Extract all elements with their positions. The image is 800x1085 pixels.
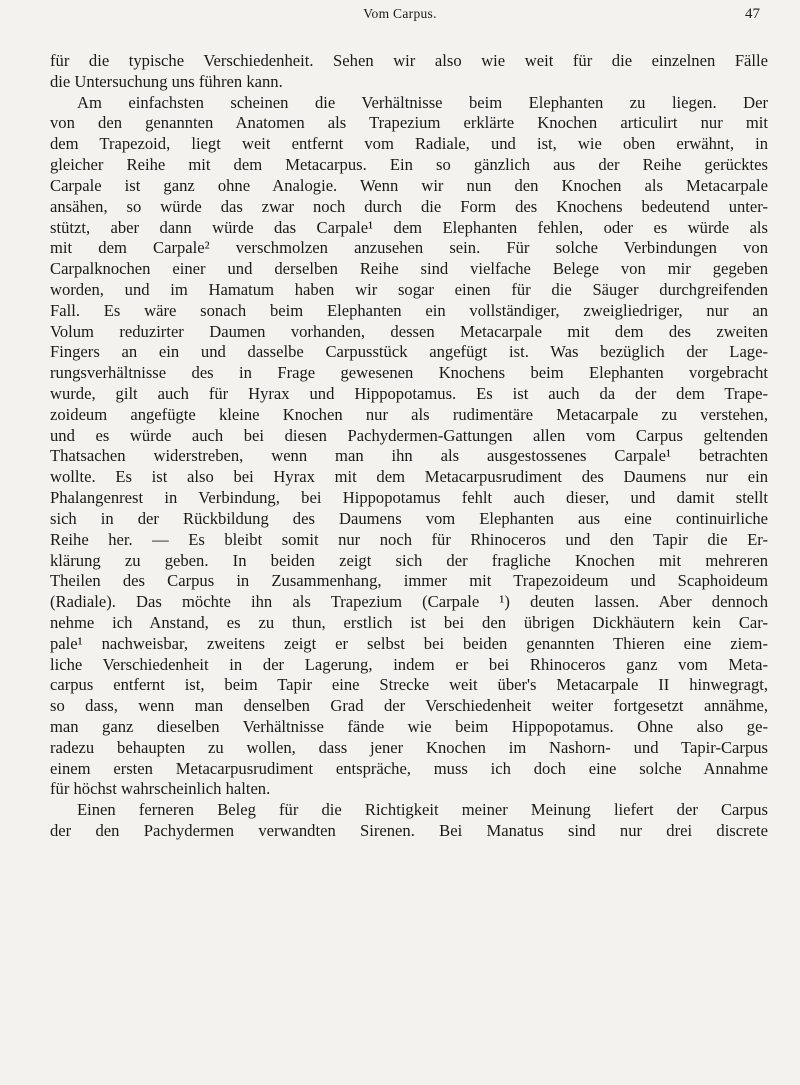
text-line: der den Pachydermen verwandten Sirenen. Bei Manatus sind nur drei discrete	[50, 821, 768, 841]
running-title: Vom Carpus.	[363, 6, 437, 21]
text-line: liche Verschiedenheit in der Lagerung, indem er bei Rhinoceros ganz vom Meta-	[50, 654, 768, 674]
text-line: für die typische Verschiedenheit. Sehen wir also wie weit für die einzelnen Fälle	[50, 51, 768, 70]
text-line: Reihe her. — Es bleibt somit nur noch für Rhinoceros und den Tapir die Er-	[50, 529, 768, 549]
text-line: worden, und im Hamatum haben wir sogar einen für die Säuger durchgreifenden	[50, 279, 768, 299]
text-line: (Radiale). Das möchte ihn als Trapezium (Carpale ¹) deuten lassen. Aber dennoch	[50, 592, 768, 612]
text-line: Theilen des Carpus in Zusammenhang, immer mit Trapezoideum und Scaphoideum	[50, 571, 768, 591]
text-line: Am einfachsten scheinen die Verhältnisse beim Elephanten zu liegen. Der	[77, 92, 768, 112]
text-line: Carpale ist ganz ohne Analogie. Wenn wir nun den Knochen als Metacarpale	[50, 175, 768, 195]
text-line: wurde, gilt auch für Hyrax und Hippopotamus. Es ist auch da der dem Trape-	[50, 384, 768, 403]
text-line: dem Trapezoid, liegt weit entfernt vom Radiale, und ist, wie oben erwähnt, in	[50, 134, 768, 154]
text-line: klärung zu geben. In beiden zeigt sich der fragliche Knochen mit mehreren	[50, 550, 768, 570]
running-head	[40, 6, 760, 30]
text-line: radezu behaupten zu wollen, dass jener Knochen im Nashorn- und Tapir-Carpus	[50, 737, 768, 757]
text-line: zoideum angefügte kleine Knochen nur als rudimentäre Metacarpale zu verstehen,	[50, 404, 768, 424]
text-line: nehme ich Anstand, es zu thun, erstlich ist bei den übrigen Dickhäutern kein Car-	[50, 612, 768, 632]
text-line: rungsverhältnisse des in Frage gewesenen Knochens beim Elephanten vorgebracht	[50, 363, 768, 383]
body-text	[50, 51, 768, 842]
page-number: 47	[745, 6, 760, 22]
text-line: für höchst wahrscheinlich halten.	[50, 779, 271, 799]
text-line: Carpalknochen einer und derselben Reihe sind vielfache Belege von mir gegeben	[50, 259, 768, 279]
text-line: Volum reduzirter Daumen vorhanden, dessen Metacarpale mit dem des zweiten	[50, 321, 768, 341]
text-line: Phalangenrest in Verbindung, bei Hippopotamus fehlt auch dieser, und damit stellt	[50, 488, 768, 508]
text-line: einem ersten Metacarpusrudiment entspräche, muss ich doch eine solche Annahme	[50, 758, 768, 778]
text-line: stützt, aber dann würde das Carpale¹ dem Elephanten fehlen, oder es würde als	[50, 217, 768, 237]
text-line: so dass, wenn man denselben Grad der Verschiedenheit weiter fortgesetzt annähme,	[50, 696, 768, 716]
text-line: die Untersuchung uns führen kann.	[50, 71, 283, 91]
text-line: pale¹ nachweisbar, zweitens zeigt er selbst bei beiden genannten Thieren eine ziem-	[50, 633, 768, 653]
text-line: carpus entfernt ist, beim Tapir eine Strecke weit über's Metacarpale II hinwegragt,	[50, 675, 768, 695]
text-line: Fingers an ein und dasselbe Carpusstück angefügt ist. Was bezüglich der Lage-	[50, 342, 768, 362]
text-line: gleicher Reihe mit dem Metacarpus. Ein so gänzlich aus der Reihe gerücktes	[50, 155, 768, 175]
text-line: ansähen, so würde das zwar noch durch die Form des Knochens bedeutend unter-	[50, 196, 768, 216]
text-line: mit dem Carpale² verschmolzen anzusehen sein. Für solche Verbindungen von	[50, 238, 768, 258]
text-line: sich in der Rückbildung des Daumens vom Elephanten aus eine continuirliche	[50, 508, 768, 528]
text-line: Fall. Es wäre sonach beim Elephanten ein vollständiger, zweigliedriger, nur an	[50, 300, 768, 320]
text-line: man ganz dieselben Verhältnisse fände wie beim Hippopotamus. Ohne also ge-	[50, 717, 768, 736]
text-line: wollte. Es ist also bei Hyrax mit dem Metacarpusrudiment des Daumens nur ein	[50, 467, 768, 487]
text-line: und es würde auch bei diesen Pachydermen-Gattungen allen vom Carpus geltenden	[50, 425, 768, 445]
text-line: von den genannten Anatomen als Trapezium erklärte Knochen articulirt nur mit	[50, 113, 768, 133]
text-line: Thatsachen widerstreben, wenn man ihn als ausgestossenes Carpale¹ betrachten	[50, 446, 768, 466]
text-line: Einen ferneren Beleg für die Richtigkeit meiner Meinung liefert der Carpus	[77, 800, 768, 820]
